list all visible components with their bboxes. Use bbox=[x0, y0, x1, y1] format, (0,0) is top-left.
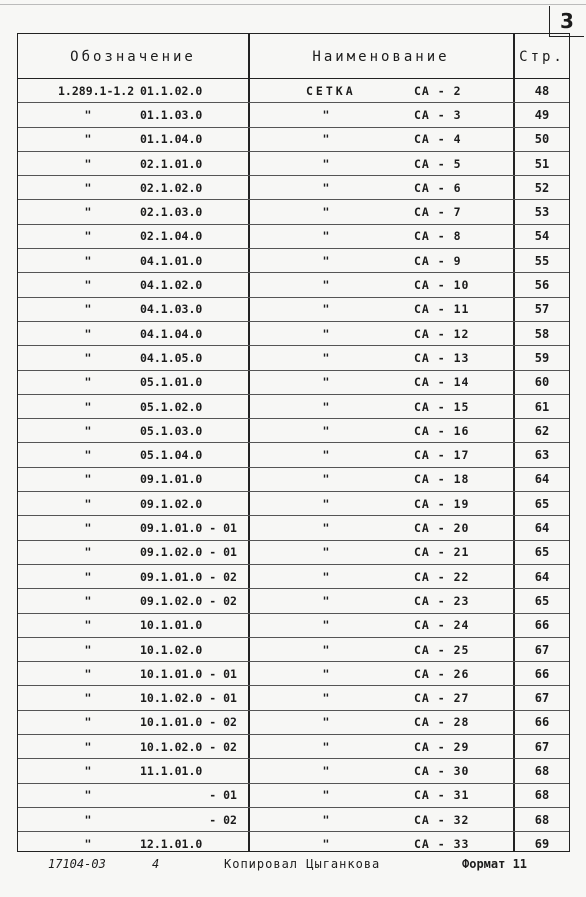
table-row bbox=[18, 249, 569, 273]
row-code: - 01 bbox=[140, 788, 237, 803]
row-code: 12.1.01.0 bbox=[140, 837, 203, 852]
row-code: 10.1.01.0 bbox=[140, 618, 203, 633]
row-code: 10.1.01.0 - 02 bbox=[140, 715, 237, 730]
row-page: 64 bbox=[534, 521, 550, 536]
row-ditto-name: " bbox=[322, 496, 330, 511]
row-page: 58 bbox=[534, 326, 550, 341]
row-page: 69 bbox=[534, 837, 550, 852]
footer-copied-by: Копировал Цыганкова bbox=[224, 857, 381, 871]
row-ditto-name: " bbox=[322, 229, 330, 244]
table-row bbox=[18, 128, 569, 152]
table-row bbox=[18, 201, 569, 225]
row-ditto-designation: " bbox=[84, 521, 92, 536]
row-mark: СА - 27 bbox=[414, 691, 470, 706]
table-row bbox=[18, 298, 569, 322]
row-ditto-designation: " bbox=[84, 375, 92, 390]
top-border-line bbox=[0, 4, 586, 5]
row-mark: СА - 17 bbox=[414, 448, 470, 463]
row-mark: СА - 11 bbox=[414, 302, 470, 317]
row-page: 67 bbox=[534, 739, 550, 754]
row-ditto-name: " bbox=[322, 472, 330, 487]
table-row bbox=[18, 638, 569, 662]
row-ditto-designation: " bbox=[84, 593, 92, 608]
row-page: 68 bbox=[534, 764, 550, 779]
row-mark: СА - 24 bbox=[414, 618, 470, 633]
row-ditto-designation: " bbox=[84, 472, 92, 487]
table-row bbox=[18, 419, 569, 443]
row-code: 10.1.02.0 bbox=[140, 642, 203, 657]
row-mark: СА - 12 bbox=[414, 326, 470, 341]
row-ditto-designation: " bbox=[84, 618, 92, 633]
row-code: 11.1.01.0 bbox=[140, 764, 203, 779]
row-ditto-designation: " bbox=[84, 764, 92, 779]
row-ditto-name: " bbox=[322, 423, 330, 438]
row-ditto-name: " bbox=[322, 399, 330, 414]
row-ditto-designation: " bbox=[84, 278, 92, 293]
row-ditto-name: " bbox=[322, 521, 330, 536]
row-name: СЕТКА bbox=[306, 83, 356, 98]
row-code: 04.1.03.0 bbox=[140, 302, 203, 317]
row-ditto-name: " bbox=[322, 715, 330, 730]
row-page: 67 bbox=[534, 642, 550, 657]
row-code: 01.1.03.0 bbox=[140, 107, 203, 122]
row-mark: СА - 16 bbox=[414, 423, 470, 438]
row-ditto-name: " bbox=[322, 278, 330, 293]
row-ditto-designation: " bbox=[84, 691, 92, 706]
row-page: 64 bbox=[534, 472, 550, 487]
table-row bbox=[18, 516, 569, 540]
row-mark: СА - 7 bbox=[414, 205, 462, 220]
row-ditto-designation: " bbox=[84, 132, 92, 147]
row-code: 04.1.01.0 bbox=[140, 253, 203, 268]
row-code: 04.1.05.0 bbox=[140, 350, 203, 365]
row-ditto-designation: " bbox=[84, 107, 92, 122]
row-ditto-name: " bbox=[322, 593, 330, 608]
row-code: 04.1.04.0 bbox=[140, 326, 203, 341]
row-page: 64 bbox=[534, 569, 550, 584]
row-page: 66 bbox=[534, 618, 550, 633]
row-ditto-designation: " bbox=[84, 156, 92, 171]
table-row bbox=[18, 371, 569, 395]
row-page: 65 bbox=[534, 593, 550, 608]
row-mark: СА - 15 bbox=[414, 399, 470, 414]
table-row bbox=[18, 346, 569, 370]
row-mark: СА - 8 bbox=[414, 229, 462, 244]
row-page: 53 bbox=[534, 205, 550, 220]
table-row bbox=[18, 784, 569, 808]
header-page: Стр. bbox=[519, 48, 565, 65]
row-mark: СА - 6 bbox=[414, 180, 462, 195]
row-mark: СА - 23 bbox=[414, 593, 470, 608]
row-page: 48 bbox=[534, 83, 550, 98]
row-page: 68 bbox=[534, 812, 550, 827]
row-code: 09.1.02.0 bbox=[140, 496, 203, 511]
row-code: 09.1.02.0 - 02 bbox=[140, 593, 237, 608]
row-mark: СА - 26 bbox=[414, 666, 470, 681]
header-name: Наименование bbox=[312, 48, 450, 65]
row-mark: СА - 33 bbox=[414, 837, 470, 852]
row-ditto-designation: " bbox=[84, 229, 92, 244]
table-row bbox=[18, 687, 569, 711]
row-ditto-name: " bbox=[322, 618, 330, 633]
row-ditto-designation: " bbox=[84, 788, 92, 803]
row-mark: СА - 14 bbox=[414, 375, 470, 390]
row-mark: СА - 4 bbox=[414, 132, 462, 147]
row-mark: СА - 29 bbox=[414, 739, 470, 754]
row-ditto-name: " bbox=[322, 156, 330, 171]
row-ditto-designation: " bbox=[84, 545, 92, 560]
row-ditto-designation: " bbox=[84, 326, 92, 341]
row-mark: СА - 2 bbox=[414, 83, 462, 98]
table-row bbox=[18, 273, 569, 297]
row-page: 59 bbox=[534, 350, 550, 365]
row-ditto-name: " bbox=[322, 326, 330, 341]
table-row bbox=[18, 152, 569, 176]
row-page: 61 bbox=[534, 399, 550, 414]
row-ditto-name: " bbox=[322, 569, 330, 584]
row-ditto-name: " bbox=[322, 350, 330, 365]
row-code: - 02 bbox=[140, 812, 237, 827]
row-code: 05.1.04.0 bbox=[140, 448, 203, 463]
row-code: 05.1.02.0 bbox=[140, 399, 203, 414]
row-mark: СА - 20 bbox=[414, 521, 470, 536]
table-row bbox=[18, 589, 569, 613]
row-ditto-designation: " bbox=[84, 448, 92, 463]
row-page: 66 bbox=[534, 715, 550, 730]
row-ditto-designation: " bbox=[84, 642, 92, 657]
row-code: 02.1.02.0 bbox=[140, 180, 203, 195]
row-ditto-name: " bbox=[322, 132, 330, 147]
table-row bbox=[18, 735, 569, 759]
row-mark: СА - 13 bbox=[414, 350, 470, 365]
row-ditto-name: " bbox=[322, 205, 330, 220]
row-ditto-name: " bbox=[322, 180, 330, 195]
row-code: 01.1.02.0 bbox=[140, 83, 203, 98]
row-page: 50 bbox=[534, 132, 550, 147]
table-row bbox=[18, 103, 569, 127]
row-ditto-designation: " bbox=[84, 837, 92, 852]
row-mark: СА - 5 bbox=[414, 156, 462, 171]
row-mark: СА - 19 bbox=[414, 496, 470, 511]
row-mark: СА - 28 bbox=[414, 715, 470, 730]
row-page: 56 bbox=[534, 278, 550, 293]
row-mark: СА - 30 bbox=[414, 764, 470, 779]
row-ditto-name: " bbox=[322, 253, 330, 268]
row-code: 09.1.02.0 - 01 bbox=[140, 545, 237, 560]
row-code: 09.1.01.0 - 01 bbox=[140, 521, 237, 536]
footer bbox=[0, 853, 586, 883]
table-row bbox=[18, 808, 569, 832]
row-ditto-designation: " bbox=[84, 666, 92, 681]
table-row bbox=[18, 322, 569, 346]
row-code: 02.1.04.0 bbox=[140, 229, 203, 244]
row-ditto-designation: " bbox=[84, 569, 92, 584]
row-ditto-name: " bbox=[322, 691, 330, 706]
row-code: 01.1.04.0 bbox=[140, 132, 203, 147]
sheet-number: 3 bbox=[549, 6, 584, 37]
table-row bbox=[18, 662, 569, 686]
row-ditto-designation bbox=[78, 79, 98, 102]
row-code: 09.1.01.0 - 02 bbox=[140, 569, 237, 584]
row-code: 02.1.03.0 bbox=[140, 205, 203, 220]
table-row bbox=[18, 541, 569, 565]
row-ditto-designation: " bbox=[84, 350, 92, 365]
contents-table bbox=[17, 33, 570, 852]
row-mark: СА - 25 bbox=[414, 642, 470, 657]
row-page: 51 bbox=[534, 156, 550, 171]
table-row bbox=[18, 176, 569, 200]
row-code: 05.1.03.0 bbox=[140, 423, 203, 438]
footer-doc-number: 17104-03 bbox=[48, 857, 106, 871]
row-page: 57 bbox=[534, 302, 550, 317]
row-ditto-designation: " bbox=[84, 302, 92, 317]
row-ditto-designation: " bbox=[84, 812, 92, 827]
row-code: 10.1.02.0 - 01 bbox=[140, 691, 237, 706]
row-page: 63 bbox=[534, 448, 550, 463]
row-ditto-name: " bbox=[322, 107, 330, 122]
table-header bbox=[18, 34, 569, 79]
row-ditto-name: " bbox=[322, 739, 330, 754]
table-row bbox=[18, 614, 569, 638]
row-ditto-designation: " bbox=[84, 715, 92, 730]
row-ditto-name: " bbox=[322, 764, 330, 779]
footer-format: Формат 11 bbox=[462, 857, 528, 871]
row-mark: СА - 32 bbox=[414, 812, 470, 827]
row-page: 54 bbox=[534, 229, 550, 244]
table-row bbox=[18, 492, 569, 516]
row-mark: СА - 31 bbox=[414, 788, 470, 803]
row-code: 09.1.01.0 bbox=[140, 472, 203, 487]
row-mark: СА - 22 bbox=[414, 569, 470, 584]
table-row bbox=[18, 468, 569, 492]
row-mark: СА - 9 bbox=[414, 253, 462, 268]
row-ditto-name: " bbox=[322, 812, 330, 827]
row-mark: СА - 3 bbox=[414, 107, 462, 122]
row-page: 49 bbox=[534, 107, 550, 122]
row-mark: СА - 10 bbox=[414, 278, 470, 293]
row-code: 10.1.01.0 - 01 bbox=[140, 666, 237, 681]
table-row bbox=[18, 565, 569, 589]
row-page: 55 bbox=[534, 253, 550, 268]
row-page: 62 bbox=[534, 423, 550, 438]
row-ditto-designation: " bbox=[84, 253, 92, 268]
row-prefix: 1.289.1-1.2 bbox=[58, 83, 135, 98]
row-ditto-designation: " bbox=[84, 205, 92, 220]
table-row bbox=[18, 711, 569, 735]
table-row bbox=[18, 225, 569, 249]
row-code: 10.1.02.0 - 02 bbox=[140, 739, 237, 754]
row-page: 66 bbox=[534, 666, 550, 681]
row-ditto-name: " bbox=[322, 302, 330, 317]
row-page: 65 bbox=[534, 545, 550, 560]
footer-sheet: 4 bbox=[152, 857, 160, 871]
row-code: 02.1.01.0 bbox=[140, 156, 203, 171]
row-page: 67 bbox=[534, 691, 550, 706]
row-ditto-designation: " bbox=[84, 399, 92, 414]
row-page: 60 bbox=[534, 375, 550, 390]
row-ditto-name: " bbox=[322, 788, 330, 803]
row-ditto-designation: " bbox=[84, 739, 92, 754]
table-row bbox=[18, 759, 569, 783]
row-page: 52 bbox=[534, 180, 550, 195]
row-mark: СА - 18 bbox=[414, 472, 470, 487]
row-ditto-designation: " bbox=[84, 423, 92, 438]
row-ditto-name bbox=[316, 79, 336, 102]
row-ditto-designation: " bbox=[84, 180, 92, 195]
row-ditto-name: " bbox=[322, 375, 330, 390]
row-page: 65 bbox=[534, 496, 550, 511]
table-row bbox=[18, 79, 569, 103]
row-ditto-name: " bbox=[322, 666, 330, 681]
row-page: 68 bbox=[534, 788, 550, 803]
header-designation: Обозначение bbox=[70, 48, 196, 65]
row-mark: СА - 21 bbox=[414, 545, 470, 560]
table-row bbox=[18, 444, 569, 468]
row-ditto-name: " bbox=[322, 642, 330, 657]
row-ditto-name: " bbox=[322, 837, 330, 852]
table-row bbox=[18, 395, 569, 419]
row-ditto-designation: " bbox=[84, 496, 92, 511]
row-ditto-name: " bbox=[322, 545, 330, 560]
row-code: 04.1.02.0 bbox=[140, 278, 203, 293]
row-code: 05.1.01.0 bbox=[140, 375, 203, 390]
row-ditto-name: " bbox=[322, 448, 330, 463]
